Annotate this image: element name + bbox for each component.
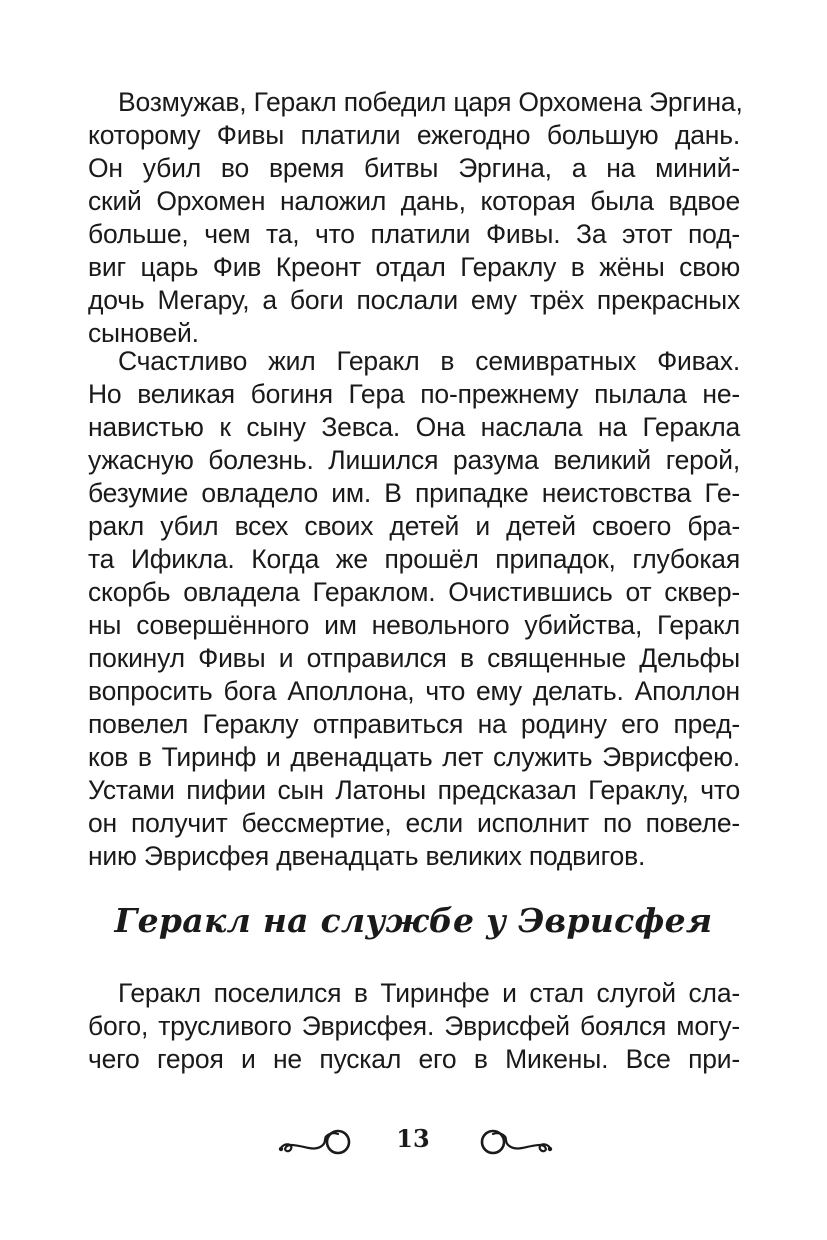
text-line: нию Эврисфея двенадцать великих подвигов.: [88, 841, 646, 871]
text-line: вопросить бога Аполлона, что ему делать. Аполлон: [88, 676, 740, 706]
text-line: дочь Мегару, а боги послали ему трёх прекрасных: [88, 285, 740, 315]
text-line: покинул Фивы и отправился в священные Дельфы: [88, 643, 740, 673]
text-line: сыновей.: [88, 318, 199, 348]
swirl-ornament-icon: [466, 1118, 556, 1162]
text-line: Устами пифии сын Латоны предсказал Гераклу, что: [88, 775, 740, 805]
text-line: Счастливо жил Геракл в семивратных Фивах.: [118, 346, 740, 376]
text-line: он получит бессмертие, если исполнит по повеле-: [88, 808, 740, 838]
text-line: та Ификла. Когда же прошёл припадок, глубокая: [88, 544, 740, 574]
page-number: 13: [396, 1124, 430, 1153]
text-line: навистью к сыну Зевса. Она наслала на Геракла: [88, 412, 740, 442]
paragraph-3: [88, 977, 740, 1076]
text-line: бого, трусливого Эврисфея. Эврисфей боялся могу-: [88, 1011, 740, 1041]
swirl-ornament-icon: [275, 1118, 365, 1162]
text-line: Но великая богиня Гера по-прежнему пылала не-: [88, 379, 740, 409]
text-line: ракл убил всех своих детей и детей своего бра-: [88, 511, 740, 541]
text-line: ков в Тиринф и двенадцать лет служить Эврисфею.: [88, 742, 740, 772]
text-line: ны совершённого им невольного убийства, Геракл: [88, 610, 740, 640]
text-line: Геракл поселился в Тиринфе и стал слугой сла-: [118, 978, 740, 1008]
text-line: ужасную болезнь. Лишился разума великий герой,: [88, 445, 740, 475]
text-line: безумие овладело им. В припадке неистовства Ге-: [88, 478, 740, 508]
paragraph-2: [88, 345, 740, 873]
section-heading: Геракл на службе у Эврисфея: [114, 901, 713, 940]
text-line: больше, чем та, что платили Фивы. За этот под-: [88, 219, 740, 249]
text-line: повелел Гераклу отправиться на родину его пред-: [88, 709, 740, 739]
page-footer: [0, 1118, 827, 1162]
text-line: виг царь Фив Креонт отдал Гераклу в жёны свою: [88, 252, 740, 282]
text-line: чего героя и не пускал его в Микены. Все при-: [88, 1044, 740, 1074]
paragraph-1: [88, 86, 743, 350]
text-line: Возмужав, Геракл победил царя Орхомена Эргина,: [118, 87, 743, 117]
text-line: которому Фивы платили ежегодно большую дань.: [88, 120, 740, 150]
text-line: Он убил во время битвы Эргина, а на миний-: [88, 153, 740, 183]
text-line: скорбь овладела Гераклом. Очистившись от сквер-: [88, 577, 740, 607]
text-line: ский Орхомен наложил дань, которая была вдвое: [88, 186, 740, 216]
